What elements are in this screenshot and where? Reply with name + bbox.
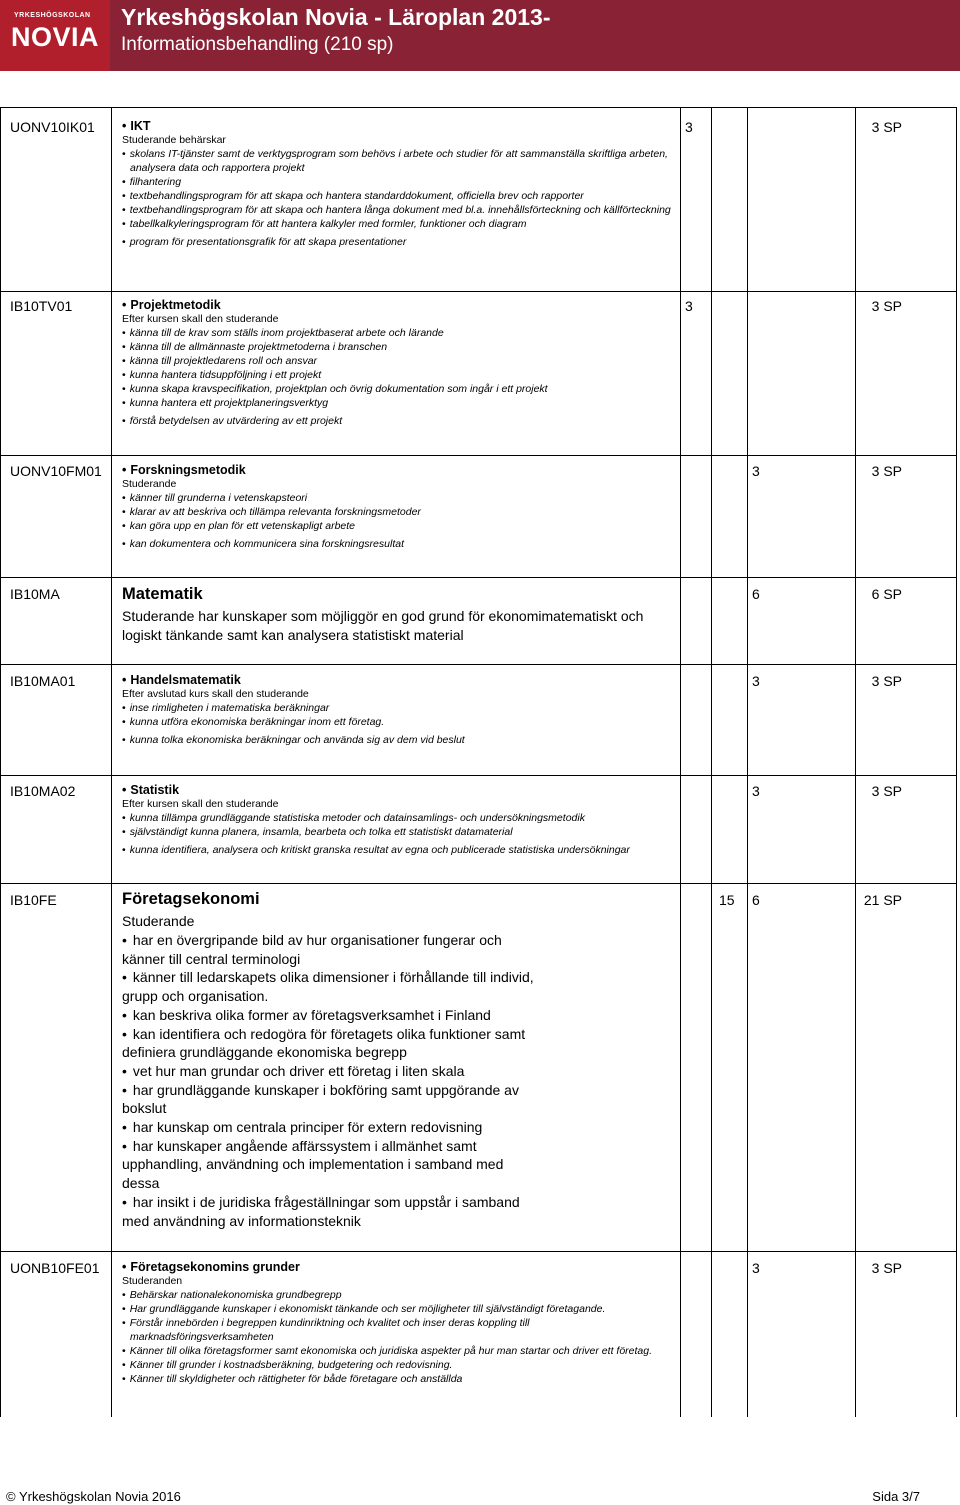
row-divider xyxy=(0,1251,957,1252)
credits-b: 6 xyxy=(752,586,760,602)
column-divider xyxy=(855,107,856,1417)
course-title: • Projektmetodik xyxy=(122,298,682,312)
credits-a: 15 xyxy=(719,892,735,908)
credits-b: 3 xyxy=(752,1260,760,1276)
table-top-border xyxy=(0,107,957,108)
list-item: • har insikt i de juridiska frågeställningar som uppstår i samband med användning av informationsteknik xyxy=(122,1193,542,1230)
list-item: • känner till ledarskapets olika dimensioner i förhållande till individ, grupp och organisation. xyxy=(122,968,542,1005)
list-item: • klarar av att beskriva och tillämpa relevanta forskningsmetoder xyxy=(122,505,682,519)
course-code: IB10MA02 xyxy=(10,783,76,799)
table-left-border xyxy=(0,107,1,1417)
course-description xyxy=(122,783,682,857)
row-divider xyxy=(0,577,957,578)
credits-total: 3 SP xyxy=(871,119,902,135)
course-description xyxy=(122,890,542,1230)
course-title: • Företagsekonomins grunder xyxy=(122,1260,662,1274)
document-title: Yrkeshögskolan Novia - Läroplan 2013- xyxy=(121,4,551,30)
list-item: • känna till de allmännaste projektmetoderna i branschen xyxy=(122,340,682,354)
column-divider xyxy=(747,107,748,1417)
credits-b: 6 xyxy=(752,892,760,908)
credits-total: 21 SP xyxy=(863,892,902,908)
list-item: • tabellkalkyleringsprogram för att hantera kalkyler med formler, funktioner och diagram xyxy=(122,217,682,231)
course-intro: Studerande xyxy=(122,478,177,490)
row-divider xyxy=(0,455,957,456)
list-item: • kunna hantera tidsuppföljning i ett projekt xyxy=(122,368,682,382)
list-item: • har kunskaper angående affärssystem i allmänhet samt upphandling, användning och implementation i samband med dessa xyxy=(122,1137,542,1193)
footer-copyright: © Yrkeshögskolan Novia 2016 xyxy=(6,1489,181,1504)
credits-b: 3 xyxy=(752,673,760,689)
row-divider xyxy=(0,883,957,884)
course-intro: Studeranden xyxy=(122,1275,183,1287)
list-item: • kan beskriva olika former av företagsverksamhet i Finland xyxy=(122,1006,542,1025)
list-item: • textbehandlingsprogram för att skapa och hantera långa dokument med bl.a. innehållsförteckning och källförteckning xyxy=(122,203,682,217)
list-item: • kunna tillämpa grundläggande statistiska metoder och datainsamlings- och undersökningsmetodik xyxy=(122,811,682,825)
course-intro: Efter kursen skall den studerande xyxy=(122,798,279,810)
credits-total: 3 SP xyxy=(871,463,902,479)
row-divider xyxy=(0,291,957,292)
course-title: Företagsekonomi xyxy=(122,890,260,908)
credits-a: 3 xyxy=(685,119,693,135)
credits-total: 3 SP xyxy=(871,673,902,689)
list-item: • förstå betydelsen av utvärdering av ett projekt xyxy=(122,414,682,428)
course-code: UONV10IK01 xyxy=(10,119,95,135)
column-divider xyxy=(111,107,112,1417)
row-divider xyxy=(0,664,957,665)
logo-small-text: YRKESHÖGSKOLAN xyxy=(14,12,91,19)
course-intro: Efter avslutad kurs skall den studerande xyxy=(122,688,309,700)
credits-a: 3 xyxy=(685,298,693,314)
list-item: • kunna skapa kravspecifikation, projektplan och övrig dokumentation som ingår i ett projekt xyxy=(122,382,682,396)
credits-total: 3 SP xyxy=(871,1260,902,1276)
list-item: • kunna identifiera, analysera och kritiskt granska resultat av egna och publicerade statistiska undersökningar xyxy=(122,843,682,857)
course-intro: Studerande har kunskaper som möjliggör en god grund för ekonomimatematiskt och logiskt tänkande samt kan analysera statistiskt material xyxy=(122,608,644,643)
course-description xyxy=(122,585,662,645)
credits-b: 3 xyxy=(752,783,760,799)
list-item: • inse rimligheten i matematiska beräkningar xyxy=(122,701,682,715)
footer-page-number: Sida 3/7 xyxy=(872,1489,920,1504)
credits-total: 3 SP xyxy=(871,783,902,799)
course-code: UONB10FE01 xyxy=(10,1260,100,1276)
page-header xyxy=(0,0,960,71)
course-title: • Statistik xyxy=(122,783,682,797)
course-description xyxy=(122,298,682,428)
course-code: IB10MA xyxy=(10,586,60,602)
list-item: • program för presentationsgrafik för att skapa presentationer xyxy=(122,235,682,249)
novia-logo xyxy=(0,0,110,71)
course-title: • IKT xyxy=(122,119,682,133)
logo-big-text: NOVIA xyxy=(11,22,100,52)
list-item: • Känner till grunder i kostnadsberäkning, budgetering och redovisning. xyxy=(122,1358,662,1372)
course-intro: Studerande behärskar xyxy=(122,134,226,146)
course-description xyxy=(122,1260,662,1386)
list-item: • vet hur man grundar och driver ett företag i liten skala xyxy=(122,1062,542,1081)
list-item: • kan identifiera och redogöra för företagets olika funktioner samt definiera grundläggande ekonomiska begrepp xyxy=(122,1025,542,1062)
course-code: IB10MA01 xyxy=(10,673,76,689)
list-item: • Har grundläggande kunskaper i ekonomiskt tänkande och ser möjligheter till självständigt företagande. xyxy=(122,1302,662,1316)
list-item: • har grundläggande kunskaper i bokföring samt uppgörande av bokslut xyxy=(122,1081,542,1118)
course-description xyxy=(122,463,682,551)
list-item: • Känner till olika företagsformer samt ekonomiska och juridiska aspekter på hur man startar och driver ett företag. xyxy=(122,1344,662,1358)
list-item: • kan dokumentera och kommunicera sina forskningsresultat xyxy=(122,537,682,551)
column-divider xyxy=(711,107,712,1417)
list-item: • känner till grunderna i vetenskapsteori xyxy=(122,491,682,505)
course-code: IB10TV01 xyxy=(10,298,73,314)
course-code: UONV10FM01 xyxy=(10,463,102,479)
course-intro: Studerande xyxy=(122,913,195,929)
credits-b: 3 xyxy=(752,463,760,479)
list-item: • kunna hantera ett projektplaneringsverktyg xyxy=(122,396,682,410)
list-item: • självständigt kunna planera, insamla, bearbeta och tolka ett statistiskt datamaterial xyxy=(122,825,682,839)
list-item: • kan göra upp en plan för ett vetenskapligt arbete xyxy=(122,519,682,533)
table-right-border xyxy=(956,107,957,1417)
list-item: • har en övergripande bild av hur organisationer fungerar och känner till central terminologi xyxy=(122,931,542,968)
list-item: • textbehandlingsprogram för att skapa och hantera standarddokument, officiella brev och rapporter xyxy=(122,189,682,203)
list-item: • har kunskap om centrala principer för extern redovisning xyxy=(122,1118,542,1137)
list-item: • känna till de krav som ställs inom projektbaserat arbete och lärande xyxy=(122,326,682,340)
course-description xyxy=(122,119,682,249)
list-item: • Förstår innebörden i begreppen kundinriktning och kvalitet och inser deras koppling till marknadsföringsverksamheten xyxy=(122,1316,662,1344)
list-item: • kunna utföra ekonomiska beräkningar inom ett företag. xyxy=(122,715,682,729)
credits-total: 6 SP xyxy=(871,586,902,602)
course-title: • Handelsmatematik xyxy=(122,673,682,687)
list-item: • känna till projektledarens roll och ansvar xyxy=(122,354,682,368)
course-title: • Forskningsmetodik xyxy=(122,463,682,477)
course-code: IB10FE xyxy=(10,892,57,908)
list-item: • skolans IT-tjänster samt de verktygsprogram som behövs i arbete och studier för att sammanställa skriftliga arbeten, analysera data och rapportera projekt xyxy=(122,147,682,175)
course-title: Matematik xyxy=(122,585,203,603)
list-item: • Behärskar nationalekonomiska grundbegrepp xyxy=(122,1288,662,1302)
course-intro: Efter kursen skall den studerande xyxy=(122,313,279,325)
course-description xyxy=(122,673,682,747)
document-subtitle: Informationsbehandling (210 sp) xyxy=(121,34,394,55)
list-item: • kunna tolka ekonomiska beräkningar och använda sig av dem vid beslut xyxy=(122,733,682,747)
list-item: • filhantering xyxy=(122,175,682,189)
list-item: • Känner till skyldigheter och rättigheter för både företagare och anställda xyxy=(122,1372,662,1386)
credits-total: 3 SP xyxy=(871,298,902,314)
row-divider xyxy=(0,775,957,776)
